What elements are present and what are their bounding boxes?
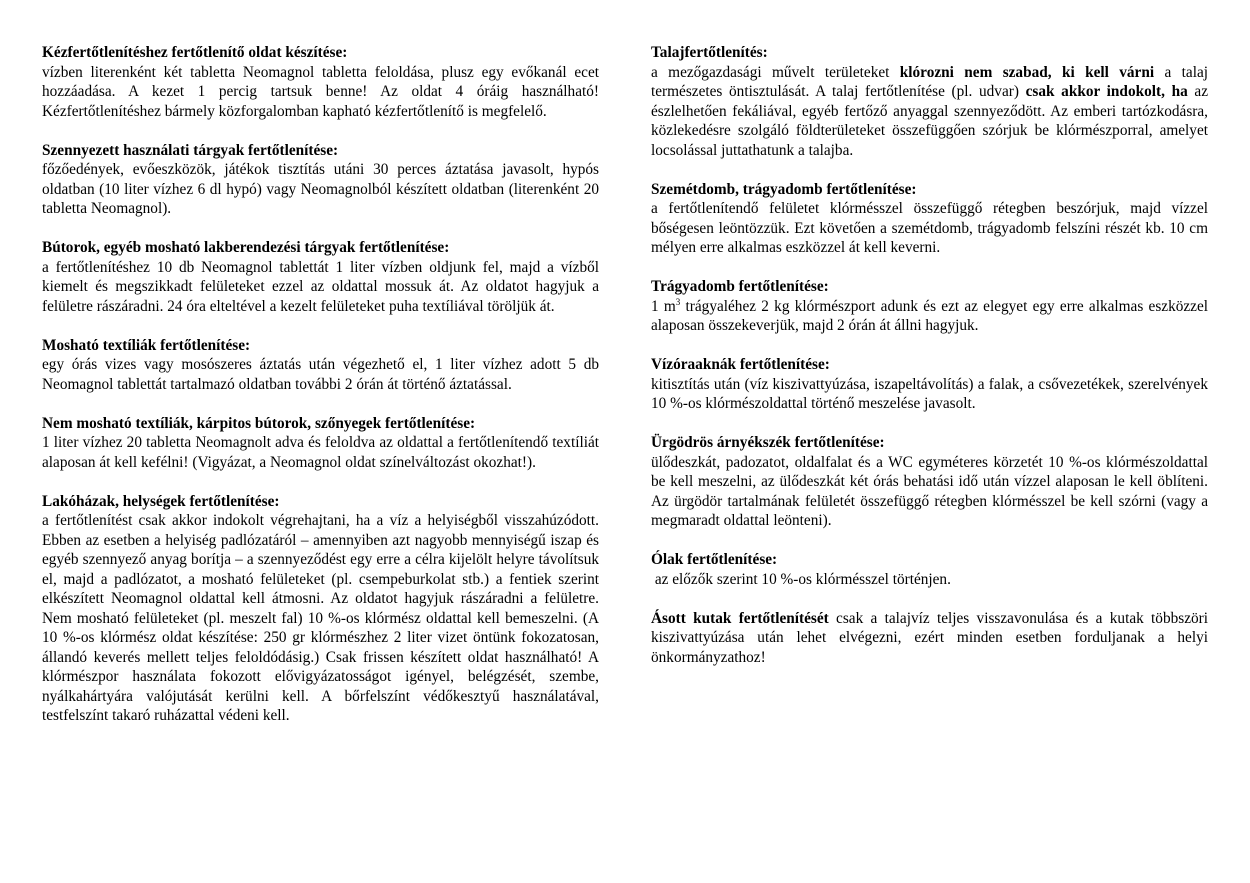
section-body: a fertőtlenítendő felületet klórmésszel összefüggő rétegben beszórjuk, majd vízzel bőségesen leöntözzük. Ezt követően a szemétdomb, trágyadomb felszíni részét kb. 10 cm mélyen erre alkalmas eszközzel át kell keverni. <box>651 200 1208 256</box>
section-latrine <box>651 433 1208 531</box>
section-body: vízben literenként két tabletta Neomagnol tabletta feloldása, plusz egy evőkanál ecet hozzáadása. A kezet 1 percig tartsuk benne! Az oldat 4 óráig használható! Kézfertőtlenítéshez bármely közforgalomban kapható kézfertőtlenítő is megfelelő. <box>42 63 599 120</box>
section-body <box>651 63 1208 161</box>
section-heading: Nem mosható textíliák, kárpitos bútorok, szőnyegek fertőtlenítése: <box>42 414 476 432</box>
emphasis-text: klórozni nem szabad, ki kell várni <box>899 63 1155 81</box>
text-run: 1 m <box>651 297 676 315</box>
section-dug-wells <box>651 609 1208 668</box>
section-heading: Talajfertőtlenítés: <box>651 44 768 61</box>
emphasis-text: Ásott kutak fertőtlenítését <box>651 609 829 627</box>
section-houses <box>42 492 599 726</box>
section-rubbish-heap <box>651 180 1208 258</box>
section-water-meter-pits <box>651 355 1208 414</box>
text-run: csak a talajvíz teljes visszavonulása és a kutak többszöri kiszivattyúzása után lehet elvégezni, ezért minden esetben forduljanak a helyi önkormányzathoz! <box>651 609 1208 666</box>
text-run: trágyaléhez 2 kg klórmészport adunk és ezt az elegyet egy erre alkalmas eszközzel alaposan összekeverjük, majd 2 órán át állni hagyjuk. <box>651 297 1208 334</box>
text-run: a mezőgazdasági művelt területeket <box>651 63 900 81</box>
section-non-washable-textiles <box>42 414 599 473</box>
section-heading: Vízóraaknák fertőtlenítése: <box>651 356 830 373</box>
section-soil <box>651 43 1208 160</box>
section-body: a fertőtlenítést csak akkor indokolt végrehajtani, ha a víz a helyiségből visszahúzódott. Ebben az esetben a helyiség padlózatáról – amennyiben azt nagyobb mennyiségű iszap és egyéb szennyező anyag borítja – a szennyeződést egy erre a célra kijelölt helyre távolítsuk el, majd a padlózatot, a mosható felületeket (pl. csempeburkolat stb.) a fentiek szerint elkészített Neomagnol oldattal kell átmosni. Az oldatot hagyjuk rászáradni a felületre. Nem mosható felületeket (pl. meszelt fal) 10 %-os klórmész oldattal kell bemeszelni. (A 10 %-os klórmész oldat készítése: 250 gr klórmészhez 2 liter vizet öntünk fokozatosan, állandó keverés mellett teljes feloldódásig.) Csak frissen készített oldat használható! A klórmészpor használata fokozott elővigyázatosságot igényel, belégzését, szembe, nyálkahártyára valójutását kerülni kell. A bőrfelszínt védőkesztyű használatával, testfelszínt takaró ruházattal védeni kell. <box>42 512 599 724</box>
section-body: kitisztítás után (víz kiszivattyúzása, iszapeltávolítás) a falak, a csővezetékek, szerelvények 10 %-os klórmészoldattal történő meszelése javasolt. <box>651 375 1208 412</box>
section-body: 1 liter vízhez 20 tabletta Neomagnolt adva és feloldva az oldattal a fertőtlenítendő textíliát alaposan át kell kefélni! (Vigyázat, a Neomagnol oldat színelváltozást okozhat!). <box>42 434 599 471</box>
section-heading: Ürgödrös árnyékszék fertőtlenítése: <box>651 434 885 451</box>
emphasis-text: csak akkor indokolt, ha <box>1025 83 1188 100</box>
section-heading: Ólak fertőtlenítése: <box>651 551 778 568</box>
section-body <box>651 297 1208 336</box>
section-washable-textiles <box>42 336 599 395</box>
superscript: 3 <box>675 296 681 307</box>
section-heading: Szennyezett használati tárgyak fertőtlenítése: <box>42 141 339 159</box>
section-body: az előzők szerint 10 %-os klórmésszel történjen. <box>651 570 951 588</box>
section-stables <box>651 550 1208 589</box>
section-body: egy órás vizes vagy mosószeres áztatás után végezhető el, 1 liter vízhez adott 5 db Neomagnol tablettát tartalmazó oldatban további 2 órán át történő áztatással. <box>42 356 599 393</box>
section-body <box>651 609 1208 668</box>
section-body: ülődeszkát, padozatot, oldalfalat és a WC egyméteres körzetét 10 %-os klórmészoldattal be kell meszelni, az ülődeszkát két órás behatási idő után vízzel alaposan le kell öblíteni. Az ürgödör tartalmának felületét összefüggő rétegben klórmésszel be kell szórni (vagy a megmaradt oldattal leönteni). <box>651 453 1208 529</box>
section-furniture <box>42 238 599 316</box>
text-run: a talaj természetes öntisztulását. A talaj fertőtlenítése (pl. udvar) <box>651 63 1208 100</box>
section-heading: Trágyadomb fertőtlenítése: <box>651 278 829 295</box>
section-utensils <box>42 141 599 219</box>
left-column <box>42 43 599 745</box>
section-heading: Szemétdomb, trágyadomb fertőtlenítése: <box>651 180 917 198</box>
section-body: főzőedények, evőeszközök, játékok tisztítás utáni 30 perces áztatása javasolt, hypós oldatban (10 liter vízhez 6 dl hypó) vagy Neomagnolból készített oldatban (literenként 20 tabletta Neomagnol). <box>42 161 599 217</box>
section-heading: Kézfertőtlenítéshez fertőtlenítő oldat készítése: <box>42 44 348 61</box>
section-manure-heap <box>651 277 1208 336</box>
section-heading: Bútorok, egyéb mosható lakberendezési tárgyak fertőtlenítése: <box>42 239 450 256</box>
section-body: a fertőtlenítéshez 10 db Neomagnol tablettát 1 liter vízben oldjunk fel, majd a vízből kiemelt és megszikkadt felületeket ezzel az oldattal mossuk át. Az oldatot hagyjuk a felületre rászáradni. 24 óra elteltével a kezelt felületeket puha textíliával töröljük át. <box>42 258 599 315</box>
right-column <box>651 43 1208 687</box>
section-heading: Lakóházak, helységek fertőtlenítése: <box>42 492 280 510</box>
text-run: az észlelhetően fekáliával, egyéb fertőző anyaggal szennyeződött. Az emberi tartózkodásra, közlekedésre szolgáló földterületeket összefüggően szórjuk be klórmészporral, amelyet locsolással juttathatunk a talajba. <box>651 83 1208 159</box>
section-heading: Mosható textíliák fertőtlenítése: <box>42 336 251 354</box>
section-hand-disinfection <box>42 43 599 121</box>
